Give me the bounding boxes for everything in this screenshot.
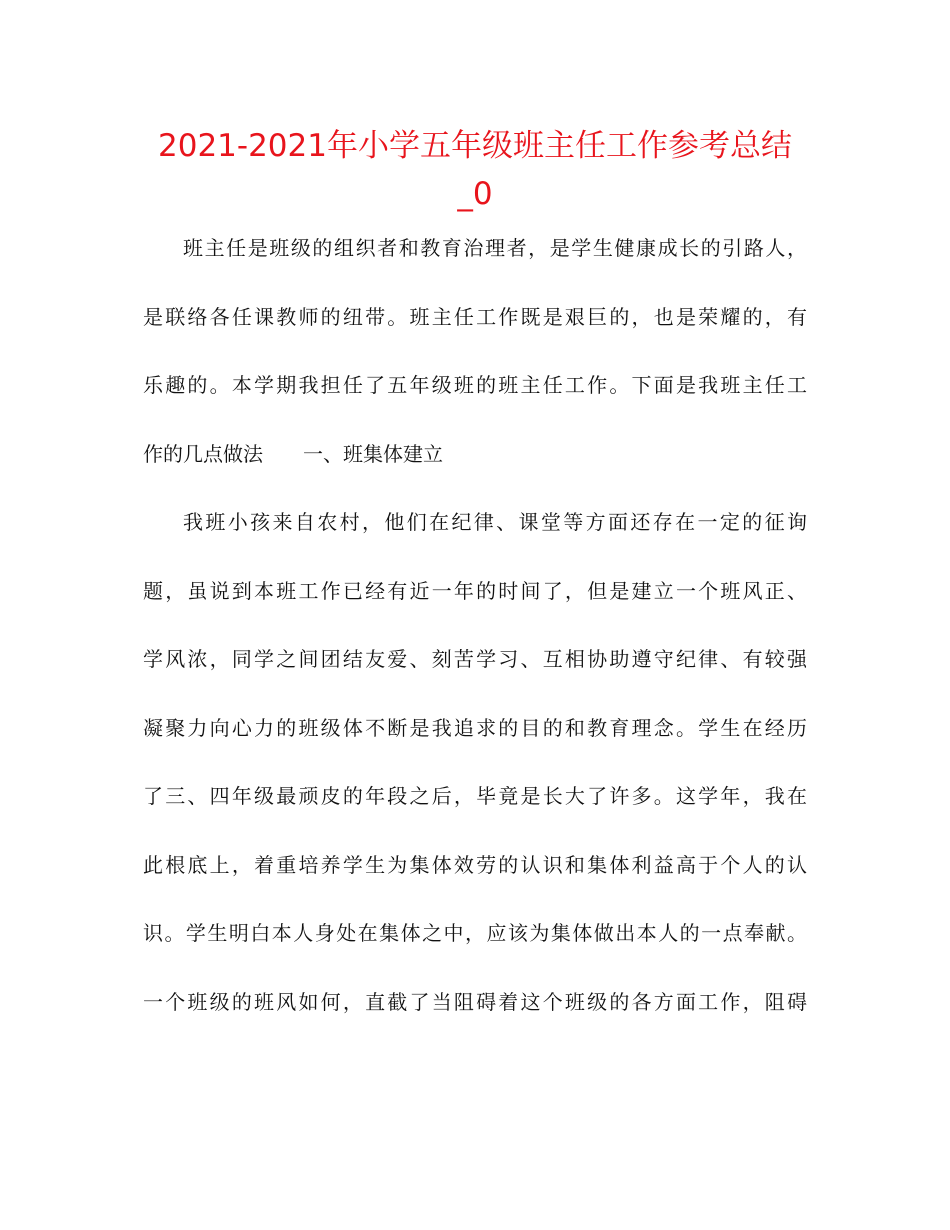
paragraph-line-with-heading xyxy=(143,420,807,489)
paragraph-line: 作的几点做法 xyxy=(143,441,263,466)
title-line-2: _0 xyxy=(457,176,493,212)
paragraph-line: 班主任是班级的组织者和教育治理者，是学生健康成长的引路人， xyxy=(183,236,807,260)
paragraph-line: 是联络各任课教师的纽带。班主任工作既是艰巨的，也是荣耀的，有 xyxy=(143,304,807,329)
paragraph-line: 题，虽说到本班工作已经有近一年的时间了，但是建立一个班风正、 xyxy=(143,578,807,603)
paragraph-line: 乐趣的。本学期我担任了五年级班的班主任工作。下面是我班主任工 xyxy=(143,373,807,397)
paragraph-line: 了三、四年级最顽皮的年段之后，毕竟是长大了许多。这学年，我在 xyxy=(143,784,807,808)
document-body xyxy=(143,214,807,1036)
paragraph-line: 此根底上，着重培养学生为集体效劳的认识和集体利益高于个人的认 xyxy=(143,852,807,877)
paragraph-line: 一个班级的班风如何，直截了当阻碍着这个班级的各方面工作，阻碍 xyxy=(143,989,807,1014)
paragraph-line: 学风浓，同学之间团结友爱、刻苦学习、互相协助遵守纪律、有较强 xyxy=(143,647,807,671)
document-title xyxy=(140,122,810,218)
paragraph-line: 识。学生明白本人身处在集体之中，应该为集体做出本人的一点奉献。 xyxy=(143,921,807,945)
paragraph-line: 凝聚力向心力的班级体不断是我追求的目的和教育理念。学生在经历 xyxy=(143,715,807,740)
title-line-1: 2021-2021年小学五年级班主任工作参考总结 xyxy=(158,128,792,164)
section-heading: 一、班集体建立 xyxy=(303,441,443,466)
paragraph-line: 我班小孩来自农村，他们在纪律、课堂等方面还存在一定的征询 xyxy=(183,510,807,534)
